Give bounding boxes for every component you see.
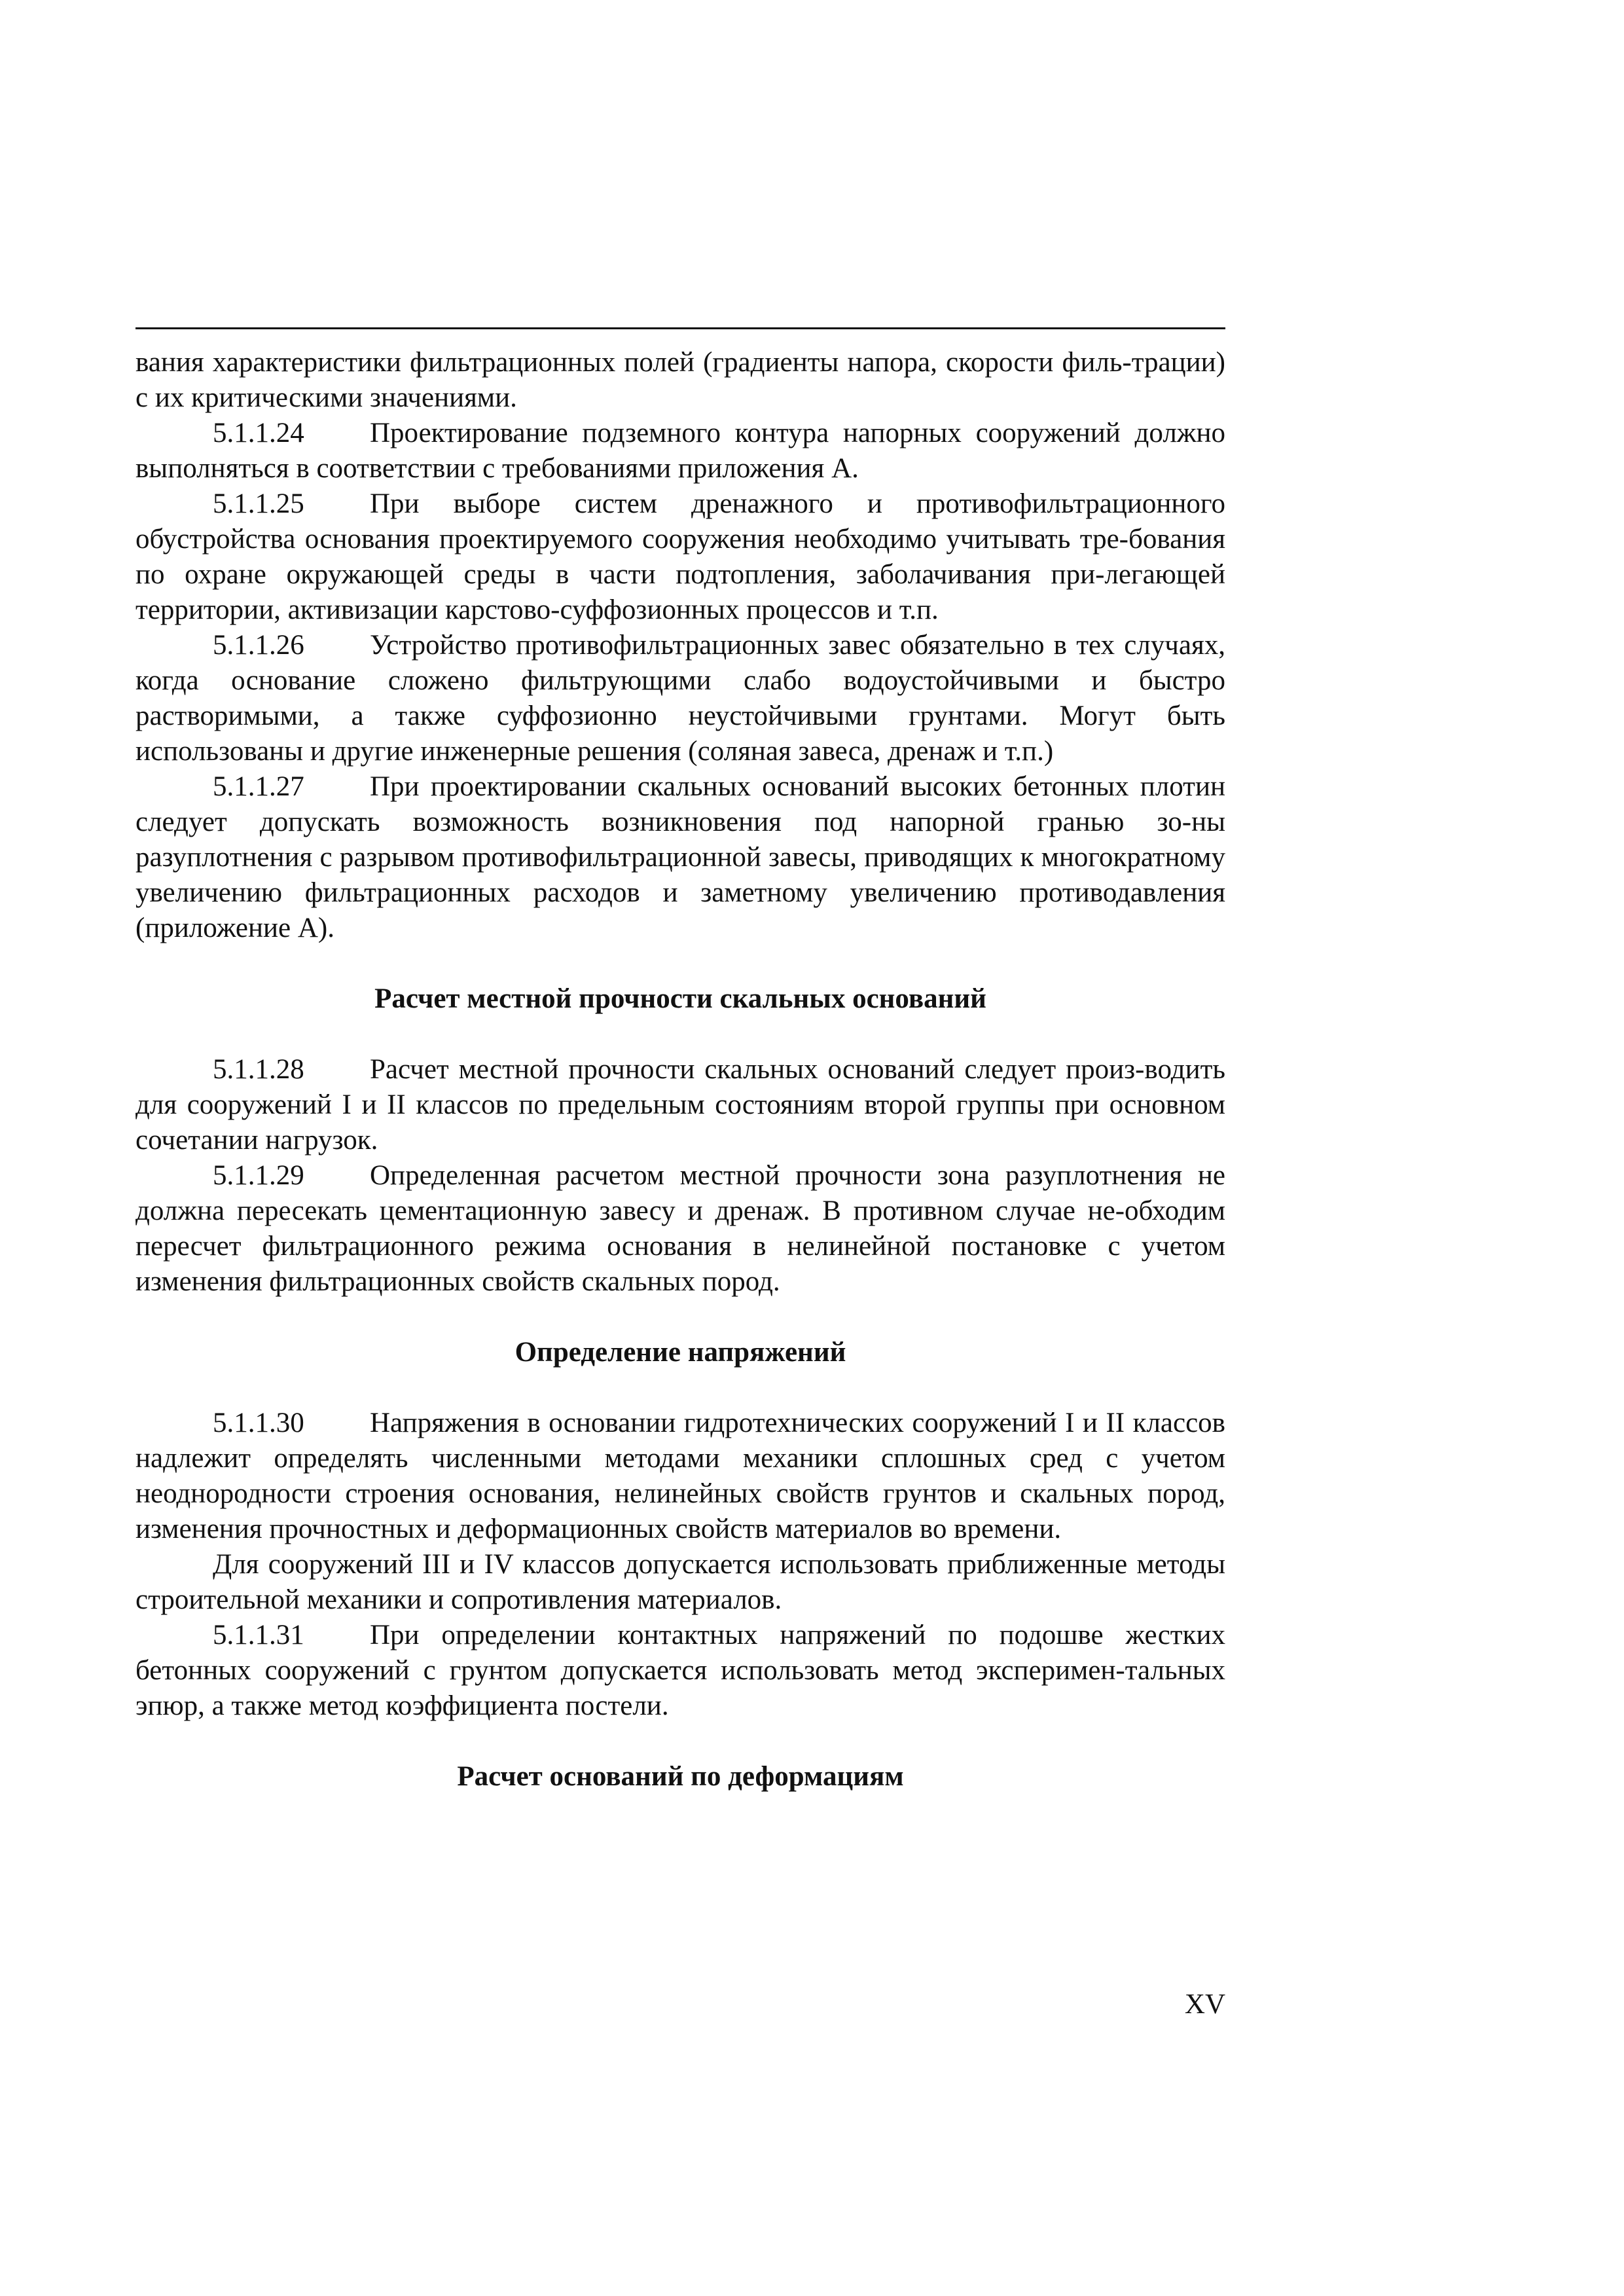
clause-text: При выборе систем дренажного и противофильтрационного обустройства основания проектируемого сооружения необходимо учитывать тре-бования по охране окружающей среды в части подтопления, заболачивания при-легающей территории, активизации карстово-суффозионных процессов и т.п. [135,488,1225,625]
clause-text: При проектировании скальных оснований высоких бетонных плотин следует допускать возможность возникновения под напорной гранью зо-ны разуплотнения с разрывом противофильтрационной завесы, приводящих к многократному увеличению фильтрационных расходов и заметному увеличению противодавления (приложение А). [135,771,1225,943]
clause-text: Определенная расчетом местной прочности зона разуплотнения не должна пересекать цементационную завесу и дренаж. В противном случае не-обходим пересчет фильтрационного режима основания в нелинейной постановке с учетом изменения фильтрационных свойств скальных пород. [135,1160,1225,1297]
paragraph-continuation: вания характеристики фильтрационных полей (градиенты напора, скорости филь-трации) с их критическими значениями. [135,347,1225,413]
clause-number: 5.1.1.29 [213,1160,304,1191]
clause-number: 5.1.1.25 [213,488,304,519]
section-heading-local-strength: Расчет местной прочности скальных оснований [374,983,986,1014]
clause-text: Устройство противофильтрационных завес обязательно в тех случаях, когда основание сложено фильтрующими слабо водоустойчивыми и быстро растворимыми, а также суффозионно неустойчивыми грунтами. Могут быть использованы и другие инженерные решения (соляная завеса, дренаж и т.п.) [135,630,1225,767]
clause-5-1-1-24 [135,416,1225,486]
clause-text: Расчет местной прочности скальных оснований следует произ-водить для сооружений I и II классов по предельным состояниям второй группы при основном сочетании нагрузок. [135,1054,1225,1156]
clause-number: 5.1.1.28 [213,1054,304,1085]
clause-number: 5.1.1.31 [213,1620,304,1650]
clause-text: При определении контактных напряжений по подошве жестких бетонных сооружений с грунтом допускается использовать метод эксперимен-тальных эпюр, а также метод коэффициента постели. [135,1620,1225,1721]
clause-text: Проектирование подземного контура напорных сооружений должно выполняться в соответствии с требованиями приложения А. [135,418,1225,484]
clause-number: 5.1.1.30 [213,1408,304,1438]
section-heading-stresses: Определение напряжений [514,1337,846,1368]
clause-number: 5.1.1.27 [213,771,304,802]
clause-5-1-1-26 [135,628,1225,769]
clause-5-1-1-28 [135,1052,1225,1158]
clause-number: 5.1.1.24 [213,418,304,448]
section-heading-deformations: Расчет оснований по деформациям [457,1761,904,1792]
clause-5-1-1-31 [135,1618,1225,1724]
clause-text: Напряжения в основании гидротехнических сооружений I и II классов надлежит определять численными методами механики сплошных сред с учетом неоднородности строения основания, нелинейных свойств грунтов и скальных пород, изменения прочностных и деформационных свойств материалов во времени. [135,1408,1225,1544]
page-number: XV [1184,1989,1225,2020]
clause-5-1-1-30 [135,1406,1225,1547]
clause-5-1-1-25 [135,486,1225,628]
body-text [135,345,1225,1830]
clause-5-1-1-27 [135,769,1225,946]
clause-number: 5.1.1.26 [213,630,304,661]
header-rule [135,327,1225,329]
paragraph-class-iii-iv: Для сооружений III и IV классов допускается использовать приближенные методы строительной механики и сопротивления материалов. [135,1549,1225,1615]
clause-5-1-1-29 [135,1158,1225,1300]
